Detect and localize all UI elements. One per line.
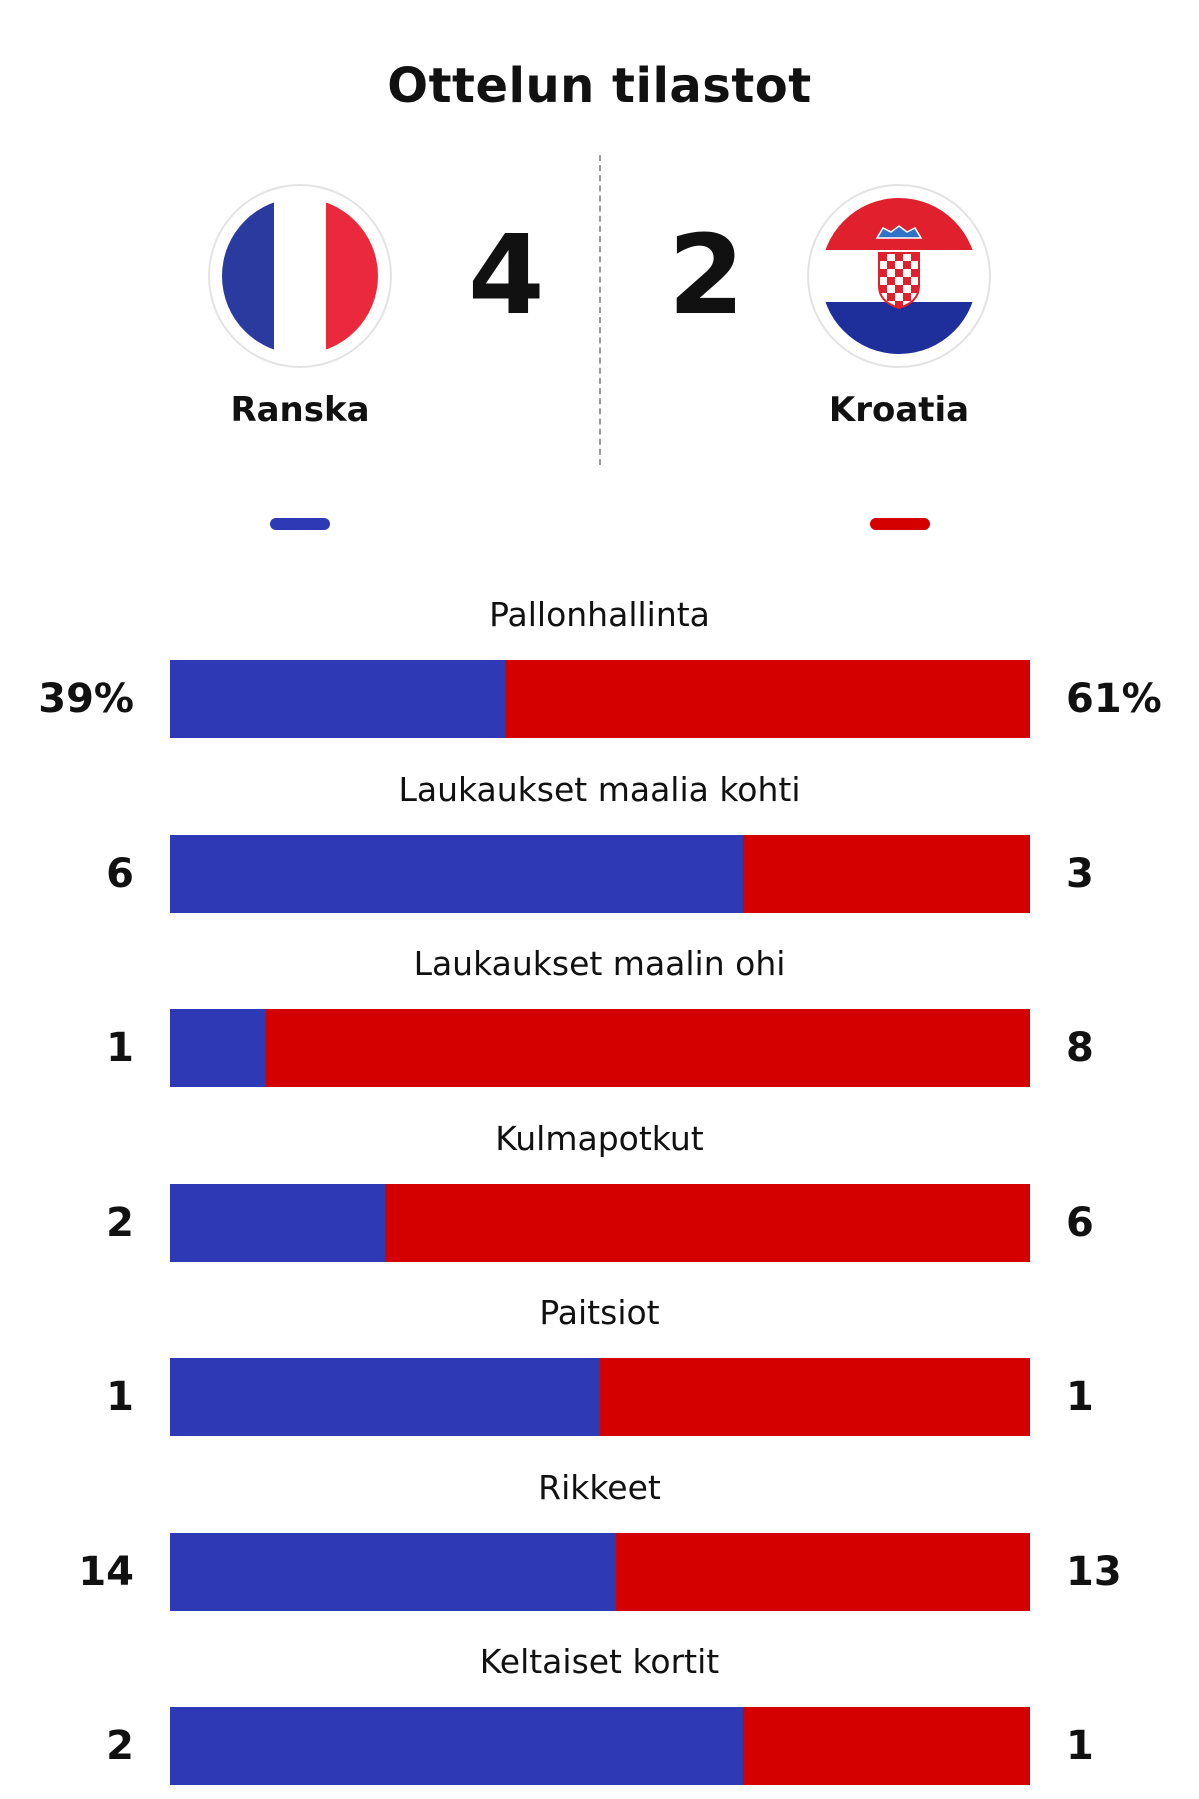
home-value-label: 1	[106, 1025, 134, 1071]
away-bar-segment	[505, 660, 1030, 738]
stat-label: Pallonhallinta	[489, 595, 710, 634]
away-bar-segment	[743, 1707, 1030, 1785]
stat-bar	[170, 1533, 1030, 1611]
away-bar-segment	[616, 1533, 1030, 1611]
away-value-label: 1	[1066, 1723, 1094, 1769]
stat-label: Paitsiot	[539, 1293, 660, 1332]
away-value-label: 8	[1066, 1025, 1094, 1071]
home-bar-segment	[170, 1184, 385, 1262]
home-bar-segment	[170, 1358, 600, 1436]
home-score: 4	[468, 211, 545, 339]
away-bar-segment	[385, 1184, 1030, 1262]
home-legend-marker	[270, 518, 330, 530]
away-bar-segment	[266, 1009, 1030, 1087]
away-bar-segment	[600, 1358, 1030, 1436]
home-bar-segment	[170, 1009, 266, 1087]
home-value-label: 1	[106, 1374, 134, 1420]
stat-label: Rikkeet	[538, 1467, 661, 1507]
croatia-flag-icon	[809, 186, 989, 366]
home-value-label: 6	[106, 850, 134, 897]
home-value-label: 39%	[38, 676, 134, 722]
away-value-label: 3	[1066, 850, 1094, 897]
away-bar-segment	[743, 835, 1030, 913]
away-value-label: 1	[1066, 1374, 1094, 1420]
home-bar-segment	[170, 835, 743, 913]
away-value-label: 61%	[1066, 676, 1162, 722]
home-bar-segment	[170, 1707, 743, 1785]
home-value-label: 2	[106, 1199, 134, 1246]
stat-label: Laukaukset maalin ohi	[413, 944, 786, 983]
away-score: 2	[668, 211, 745, 339]
home-bar-segment	[170, 1533, 616, 1611]
stat-label: Laukaukset maalia kohti	[398, 769, 801, 809]
france-flag-icon	[210, 186, 390, 366]
stat-label: Kulmapotkut	[495, 1118, 704, 1158]
stat-bar	[170, 1009, 1030, 1087]
home-bar-segment	[170, 660, 505, 738]
stat-bar	[170, 835, 1030, 913]
stat-label: Keltaiset kortit	[479, 1642, 720, 1681]
center-divider	[599, 155, 601, 465]
home-value-label: 14	[78, 1548, 134, 1595]
stat-bar	[170, 1707, 1030, 1785]
away-value-label: 6	[1066, 1199, 1094, 1246]
away-value-label: 13	[1066, 1548, 1122, 1595]
stat-bar	[170, 1184, 1030, 1262]
away-legend-marker	[870, 518, 930, 530]
stat-bar	[170, 1358, 1030, 1436]
stat-bar	[170, 660, 1030, 738]
home-team-name: Ranska	[230, 390, 370, 430]
home-value-label: 2	[106, 1723, 134, 1769]
away-team-name: Kroatia	[828, 390, 970, 430]
page-title: Ottelun tilastot	[387, 58, 812, 114]
